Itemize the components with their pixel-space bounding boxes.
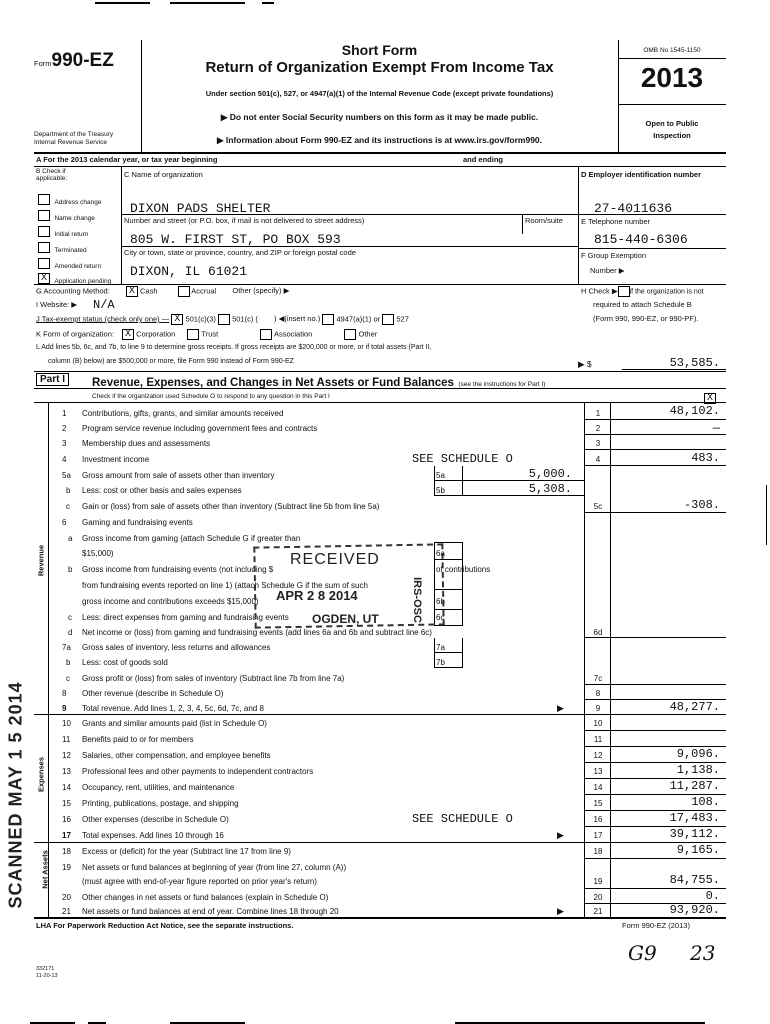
lha-notice: LHA For Paperwork Reduction Act Notice, see the separate instructions. (36, 921, 294, 930)
accounting-method-label: G Accounting Method: (36, 286, 110, 296)
form-code-date: 11-20-13 (36, 973, 58, 979)
gross-receipts-arrow: ▶ $ (578, 359, 592, 369)
line-13-label: Professional fees and other payments to independent contractors (82, 767, 314, 776)
org-street[interactable]: 805 W. FIRST ST, PO BOX 593 (130, 232, 341, 247)
checkbox-trust[interactable] (187, 329, 199, 340)
line-6b-label: Gross income from fundraising events (not including $ (82, 565, 274, 574)
line-14-amount[interactable]: 11,287. (669, 779, 720, 793)
line-7c-label: Gross profit or (loss) from sales of inventory (Subtract line 7b from line 7a) (82, 674, 345, 683)
form-prefix: Form (34, 59, 52, 68)
room-suite-label: Room/suite (525, 216, 563, 225)
received-stamp-side: IRS-OSC (410, 577, 423, 623)
grid-line (584, 402, 585, 917)
line-13-amount[interactable]: 1,138. (676, 763, 720, 777)
title-short-form: Short Form (341, 42, 418, 58)
ssn-warning: ▶ Do not enter Social Security numbers on this form as it may be made public. (220, 112, 539, 122)
ein-value[interactable]: 27-4011636 (594, 201, 673, 216)
form-code: 332171 (36, 966, 55, 972)
checkbox-accrual[interactable] (178, 286, 190, 297)
scan-mark-right (766, 485, 767, 545)
website-label: I Website: ▶ (36, 300, 78, 309)
phone-label: E Telephone number (581, 217, 651, 226)
checkbox-corporation[interactable]: X (122, 329, 134, 340)
open-to-public: Open to Public (645, 119, 699, 128)
side-expenses: Expenses (36, 756, 46, 793)
line-a-label: A For the 2013 calendar year, or tax year beginning (36, 155, 218, 164)
part1-tag: Part I (36, 373, 69, 386)
line-5c-amount[interactable]: -308. (683, 498, 720, 512)
line-21-amount[interactable]: 93,920. (669, 903, 720, 917)
received-stamp-text: RECEIVED (290, 551, 380, 568)
line-9-label: Total revenue. Add lines 1, 2, 3, 4, 5c, 6d, 7c, and 8 (82, 704, 264, 713)
phone-value[interactable]: 815-440-6306 (594, 232, 688, 247)
grid-line (610, 402, 611, 917)
org-city[interactable]: DIXON, IL 61021 (130, 264, 248, 279)
line-4-schedule-note: SEE SCHEDULE O (412, 452, 513, 466)
scan-mark-top (262, 2, 274, 4)
tax-exempt-status: J Tax-exempt status (check only one) — X 501(c)(3) 501(c) ( ) ◀(insert no.) 4947(a)(1) or 527 (36, 314, 409, 325)
gross-receipts-text-2: column (B) below) are $500,000 or more, file Form 990 instead of Form 990-EZ (48, 358, 294, 365)
line-8-label: Other revenue (describe in Schedule O) (82, 689, 224, 698)
accounting-method: G Accounting Method: X Cash Accrual Other (specify) ▶ (36, 286, 290, 297)
schedule-b-check: H Check ▶ if the organization is not (581, 286, 704, 296)
inspection: Inspection (653, 131, 691, 140)
checkbox-initial-return[interactable]: Initial return (38, 223, 88, 241)
scanned-stamp: SCANNED MAY 1 5 2014 (5, 681, 26, 909)
line-5a-amount[interactable]: 5,000. (528, 467, 572, 481)
line-1-label: Contributions, gifts, grants, and similar amounts received (82, 409, 284, 418)
tax-year: 2013 (640, 62, 704, 93)
line-7b-label: Less: cost of goods sold (82, 658, 168, 667)
subtitle: Under section 501(c), 527, or 4947(a)(1) of the Internal Revenue Code (except private foundations) (205, 89, 554, 98)
street-label: Number and street (or P.O. box, if mail is not delivered to street address) (124, 216, 365, 225)
received-stamp-city: OGDEN, UT (312, 612, 379, 626)
scan-mark-top (95, 2, 150, 4)
checkbox-application-pending[interactable]: X Application pending (38, 270, 111, 288)
line-3-label: Membership dues and assessments (82, 439, 211, 448)
checkbox-527[interactable] (382, 314, 394, 325)
line-10-label: Grants and similar amounts paid (list in Schedule O) (82, 719, 267, 728)
line-5b-label: Less: cost or other basis and sales expenses (82, 486, 242, 495)
other-method[interactable]: Other (specify) ▶ (232, 286, 290, 296)
omb-number: OMB No 1545-1150 (643, 47, 701, 54)
line-21-label: Net assets or fund balances at end of year. Combine lines 18 through 20 (82, 907, 339, 916)
received-stamp-date: APR 2 8 2014 (276, 588, 358, 603)
schedule-o-check: Check if the organization used Schedule O to respond to any question in this Part I (92, 393, 330, 400)
gross-receipts-text-1: L Add lines 5b, 6c, and 7b, to line 9 to determine gross receipts. If gross receipts are $200,000 or more, or if total assets (Part II, (36, 344, 432, 351)
dept-treasury: Department of the Treasury (34, 131, 114, 138)
group-exemption-number[interactable]: Number ▶ (590, 266, 625, 275)
form-number-text: 990-EZ (51, 50, 114, 71)
line-20-amount[interactable]: 0. (705, 889, 720, 903)
checkbox-501c3[interactable]: X (171, 314, 183, 325)
city-label: City or town, state or province, country, and ZIP or foreign postal code (124, 248, 356, 257)
line-15-label: Printing, publications, postage, and shipping (82, 799, 239, 808)
line-18-label: Excess or (deficit) for the year (Subtract line 17 from line 9) (82, 847, 291, 856)
line-9-amount[interactable]: 48,277. (669, 700, 720, 714)
checkbox-terminated[interactable]: Terminated (38, 239, 87, 257)
checkbox-501c[interactable] (218, 314, 230, 325)
form-number (34, 50, 114, 72)
gross-receipts-amount[interactable]: 53,585. (669, 356, 720, 370)
line-15-amount[interactable]: 108. (691, 795, 720, 809)
line-17-label: Total expenses. Add lines 10 through 16 (82, 831, 224, 840)
line-5b-amount[interactable]: 5,308. (528, 482, 572, 496)
dept-irs: Internal Revenue Service (34, 139, 107, 146)
form-of-organization: K Form of organization: X Corporation Trust Association Other (36, 329, 378, 340)
line-16-amount[interactable]: 17,483. (669, 811, 720, 825)
checkbox-4947[interactable] (322, 314, 334, 325)
line-19-label: Net assets or fund balances at beginning of year (from line 27, column (A)) (82, 863, 347, 872)
line-7a-label: Gross sales of inventory, less returns and allowances (82, 643, 271, 652)
line-20-label: Other changes in net assets or fund balances (explain in Schedule O) (82, 893, 329, 902)
schedule-b-text-2: required to attach Schedule B (593, 300, 692, 309)
form-footer-ref: Form 990-EZ (2013) (622, 921, 690, 930)
org-name[interactable]: DIXON PADS SHELTER (130, 201, 271, 216)
line-19-amount[interactable]: 84,755. (669, 873, 720, 887)
line-16-label: Other expenses (describe in Schedule O) (82, 815, 229, 824)
line-2-amount[interactable]: — (712, 421, 720, 435)
checkbox-association[interactable] (260, 329, 272, 340)
line-a-ending: and ending (463, 155, 503, 164)
line-2-label: Program service revenue including government fees and contracts (82, 424, 318, 433)
part1-title: Revenue, Expenses, and Changes in Net Assets or Fund Balances (see the instructions for Part I) (92, 377, 546, 389)
line-6c-label: Less: direct expenses from gaming and fundraising events (82, 613, 289, 622)
checkbox-cash[interactable]: X (126, 286, 138, 297)
checkbox-other[interactable] (344, 329, 356, 340)
grid-line (48, 402, 49, 917)
group-exemption-label: F Group Exemption (581, 251, 647, 260)
check-b-label: B Check if applicable: (36, 168, 68, 182)
line-5c-label: Gain or (loss) from sale of assets other than inventory (Subtract line 5b from line 5a) (82, 502, 380, 511)
line-18-amount[interactable]: 9,165. (676, 843, 720, 857)
scan-mark-top (170, 2, 245, 4)
line-11-label: Benefits paid to or for members (82, 735, 194, 744)
line-12-label: Salaries, other compensation, and employee benefits (82, 751, 271, 760)
org-name-label: C Name of organization (124, 170, 203, 179)
line-14-label: Occupancy, rent, utilities, and maintenance (82, 783, 235, 792)
line-4-label: Investment income (82, 455, 150, 464)
checkbox-address-change[interactable]: Address change (38, 191, 101, 209)
line-6-label: Gaming and fundraising events (82, 518, 193, 527)
line-6a-label: Gross income from gaming (attach Schedule G if greater than (82, 534, 301, 543)
website-value[interactable]: N/A (93, 298, 115, 312)
line-1-amount[interactable]: 48,102. (669, 404, 720, 418)
line-4-amount[interactable]: 483. (691, 451, 720, 465)
instructions-url: ▶ Information about Form 990-EZ and its instructions is at www.irs.gov/form990. (216, 135, 543, 145)
side-net-assets: Net Assets (40, 850, 50, 889)
line-6d-label: Net income or (loss) from gaming and fundraising events (add lines 6a and 6b and subtract line 6c) (82, 628, 432, 637)
line-5a-label: Gross amount from sale of assets other than inventory (82, 471, 275, 480)
checkbox-schedule-o[interactable]: X (704, 390, 716, 408)
side-revenue: Revenue (36, 544, 46, 577)
checkbox-schedule-b[interactable] (618, 286, 630, 297)
checkbox-amended-return[interactable]: Amended return (38, 255, 101, 273)
line-16-schedule-note: SEE SCHEDULE O (412, 812, 513, 826)
schedule-b-text-3: (Form 990, 990-EZ, or 990-PF). (593, 314, 699, 323)
line-17-amount[interactable]: 39,112. (669, 827, 720, 841)
handwritten-note-1: G9 (628, 941, 657, 965)
handwritten-note-2: 23 (690, 941, 716, 965)
checkbox-name-change[interactable]: Name change (38, 207, 95, 225)
line-12-amount[interactable]: 9,096. (676, 747, 720, 761)
ein-label: D Employer identification number (581, 170, 702, 179)
page-title: Return of Organization Exempt From Income Tax (205, 59, 554, 76)
